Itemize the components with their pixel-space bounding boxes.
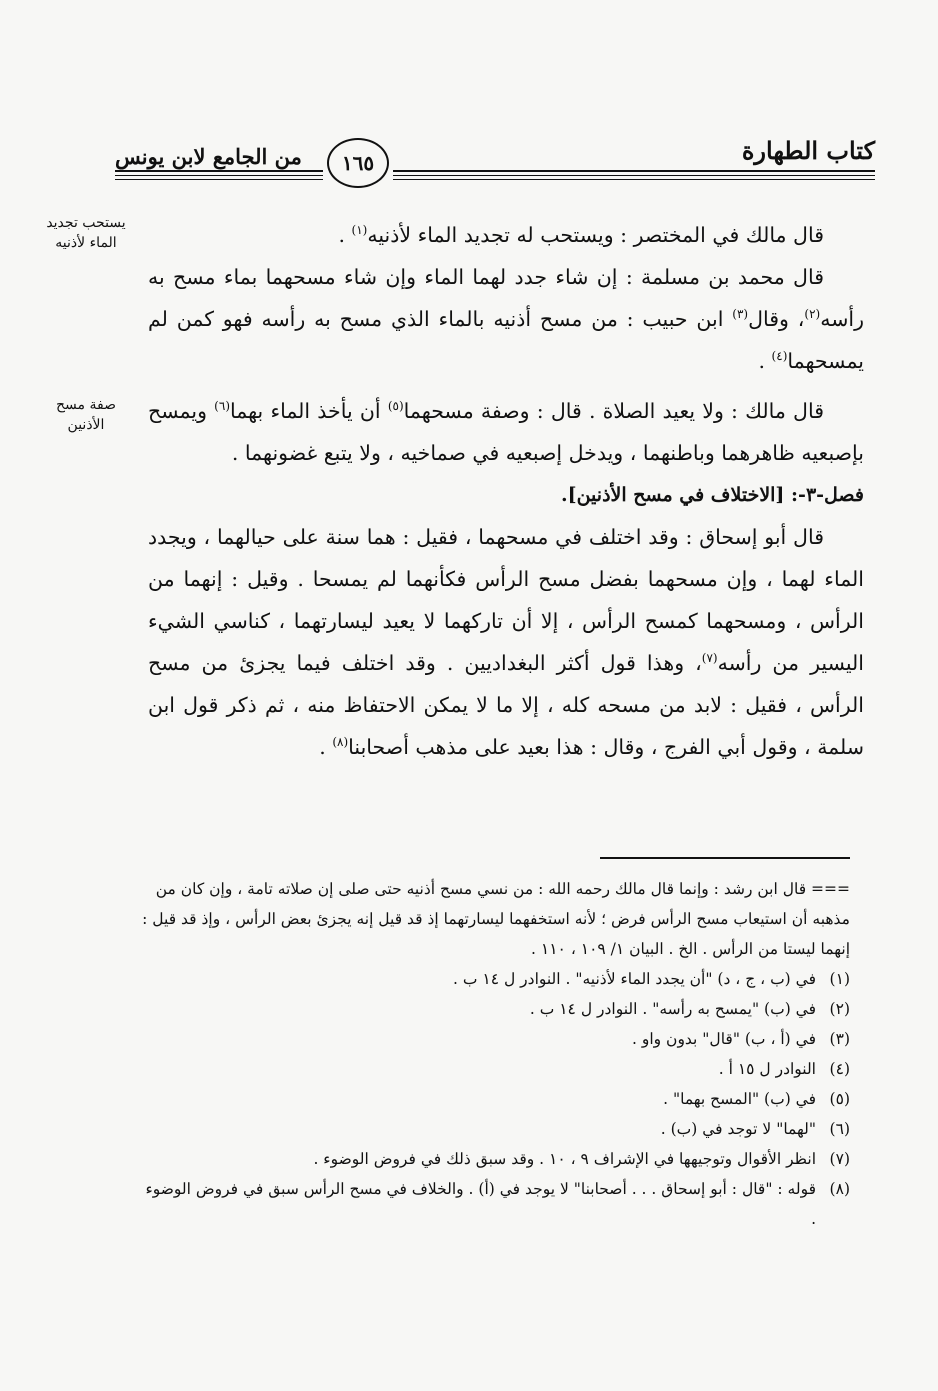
- paragraph: [148, 390, 864, 474]
- paragraph-text: ، وقال: [748, 307, 805, 331]
- footnote-ref: (٥): [387, 399, 404, 414]
- footnote: [140, 1114, 850, 1144]
- page-number-ornament: [323, 136, 393, 190]
- paragraph-text: قال مالك : ولا يعيد الصلاة . قال : وصفة مسحهما: [403, 399, 824, 423]
- footnote-number: (٧): [829, 1150, 850, 1168]
- paragraph-text: ويمسح بإصبعيه ظاهرهما وباطنهما ، ويدخل إصبعيه في صماخيه ، ولا يتبع غضونهما .: [148, 399, 864, 465]
- footnote: [140, 1084, 850, 1114]
- paragraph-text: أن يأخذ الماء بهما: [230, 399, 388, 423]
- footnote: [140, 1024, 850, 1054]
- section-heading: فصل-٣-: [الاختلاف في مسح الأذنين].: [560, 484, 864, 506]
- margin-note: صفة مسح الأذنين: [56, 397, 116, 433]
- footnote-number: (٦): [829, 1120, 850, 1138]
- footnote: [140, 1054, 850, 1084]
- footnote-ref: (٧): [701, 651, 718, 666]
- main-text: [148, 214, 864, 768]
- footnote: [140, 1174, 850, 1234]
- footnote-text: قوله : "قال : أبو إسحاق . . . أصحابنا" لا يوجد في (أ) . والخلاف في مسح الرأس سبق في فروض الوضوء .: [145, 1180, 816, 1228]
- footnote-ref: (٨): [332, 735, 349, 750]
- footnote-text: في (أ ، ب) "قال" بدون واو .: [632, 1030, 816, 1048]
- running-title: من الجامع لابن يونس: [115, 144, 302, 169]
- footnote-ref: (١): [351, 223, 368, 238]
- footnote-text: انظر الأقوال وتوجيهها في الإشراف ٩ ، ١٠ . وقد سبق ذلك في فروض الوضوء .: [313, 1150, 816, 1168]
- header-rule: [115, 179, 875, 180]
- paragraph: قال مالك في المختصر : ويستحب له تجديد الماء لأذنيه$^{(١)}$ .: [338, 223, 824, 247]
- page-number: ١٦٥: [327, 138, 389, 188]
- footnote-separator: [600, 857, 850, 859]
- footnote: [140, 1144, 850, 1174]
- footnote-ref: (٦): [214, 399, 230, 414]
- paragraph-text: ، وهذا قول أكثر البغداديين . وقد اختلف فيما يجزئ من مسح الرأس ، فقيل : لابد من مسحه كله ، إلا ما لا يمكن الاحتفاظ منه ، ثم ذكر قول ابن سلمة ، وقول أبي الفرج ، وقال : هذا بعيد على مذهب أصحابنا: [148, 651, 864, 759]
- footnote-number: (١): [829, 970, 850, 988]
- footnote-ref: (٢): [804, 307, 821, 322]
- paragraph-text: قال محمد بن مسلمة : إن شاء جدد لهما الماء وإن شاء مسحهما بماء مسح به رأسه: [148, 265, 864, 331]
- footnote-number: (٣): [829, 1030, 850, 1048]
- footnote-ref: (٤): [771, 349, 788, 364]
- paragraph: قال أبو إسحاق : وقد اختلف في مسحهما ، فقيل : هما سنة على حيالهما ، ويجدد الماء لهما ، وإن مسحهما بفضل مسح الرأس فكأنهما لم يمسحا . وقيل : إنهما من الرأس ، ومسحهما كمسح الرأس ، إلا أن تاركهما لا يعيد ليسارتهما ، كناسي الشيء اليسير من رأسه$^{(٧)}$، وهذا قول أكثر البغداديين . وقد اختلف فيما يجزئ من مسح الرأس ، فقيل : لابد من مسحه كله ، إلا ما لا يمكن الاحتفاظ منه ، ثم ذكر قول ابن سلمة ، وقول أبي الفرج ، وقال : هذا بعيد على مذهب أصحابنا$^{(٨)}$ .: [148, 525, 864, 759]
- running-header: [115, 130, 875, 200]
- footnote-text: في (ب) "يمسح به رأسه" . النوادر ل ١٤ ب .: [529, 1000, 816, 1018]
- footnote-number: (٤): [829, 1060, 850, 1078]
- footnote: [140, 964, 850, 994]
- margin-note: يستحب تجديد الماء لأذنيه: [46, 215, 126, 251]
- header-rule: [115, 170, 875, 172]
- paragraph-text: قال أبو إسحاق : وقد اختلف في مسحهما ، فقيل : هما سنة على حيالهما ، ويجدد الماء لهما ، وإن مسحهما بفضل مسح الرأس فكأنهما لم يمسحا . وقيل : إنهما من الرأس ، ومسحهما كمسح الرأس ، إلا أن تاركهما لا يعيد ليسارتهما ، كناسي الشيء اليسير من رأسه: [148, 525, 864, 675]
- footnote-number: (٥): [829, 1090, 850, 1108]
- paragraph-text: قال مالك في المختصر : ويستحب له تجديد الماء لأذنيه: [367, 223, 824, 247]
- footnote-text: النوادر ل ١٥ أ .: [718, 1060, 816, 1078]
- footnote-ref: (٣): [732, 307, 749, 322]
- book-title: كتاب الطهارة: [741, 136, 875, 165]
- footnote-number: (٨): [829, 1180, 850, 1198]
- footnote-number: (٢): [829, 1000, 850, 1018]
- paragraph: قال محمد بن مسلمة : إن شاء جدد لهما الماء وإن شاء مسحهما بماء مسح به رأسه$^{(٢)}$، وقال$^{(٣)}$ ابن حبيب : من مسح أذنيه بالماء الذي مسح به رأسه فهو كمن لم يمسحهما$^{(٤)}$ .: [148, 265, 864, 373]
- footnote: [140, 994, 850, 1024]
- footnote-continuation: === قال ابن رشد : وإنما قال مالك رحمه الله : من نسي مسح أذنيه حتى صلى إن صلاته تامة ، وإن كان من مذهبه أن استيعاب مسح الرأس فرض ؛ لأنه استخفهما ليسارتهما إذ قد قيل إنه يجزئ بعض الرأس ، وإذ قد قيل : إنهما ليستا من الرأس . الخ . البيان ١/ ١٠٩ ، ١١٠ .: [142, 880, 850, 958]
- footnote-text: في (ب) "المسح بهما" .: [663, 1090, 816, 1108]
- footnotes: [140, 874, 850, 1234]
- footnote-text: في (ب ، ج ، د) "أن يجدد الماء لأذنيه" . النوادر ل ١٤ ب .: [453, 970, 816, 988]
- paragraph-text: ابن حبيب : من مسح أذنيه بالماء الذي مسح به رأسه فهو كمن لم يمسحهما: [148, 307, 864, 373]
- footnote-text: "لهما" لا توجد في (ب) .: [660, 1120, 816, 1138]
- header-rule: [115, 175, 875, 176]
